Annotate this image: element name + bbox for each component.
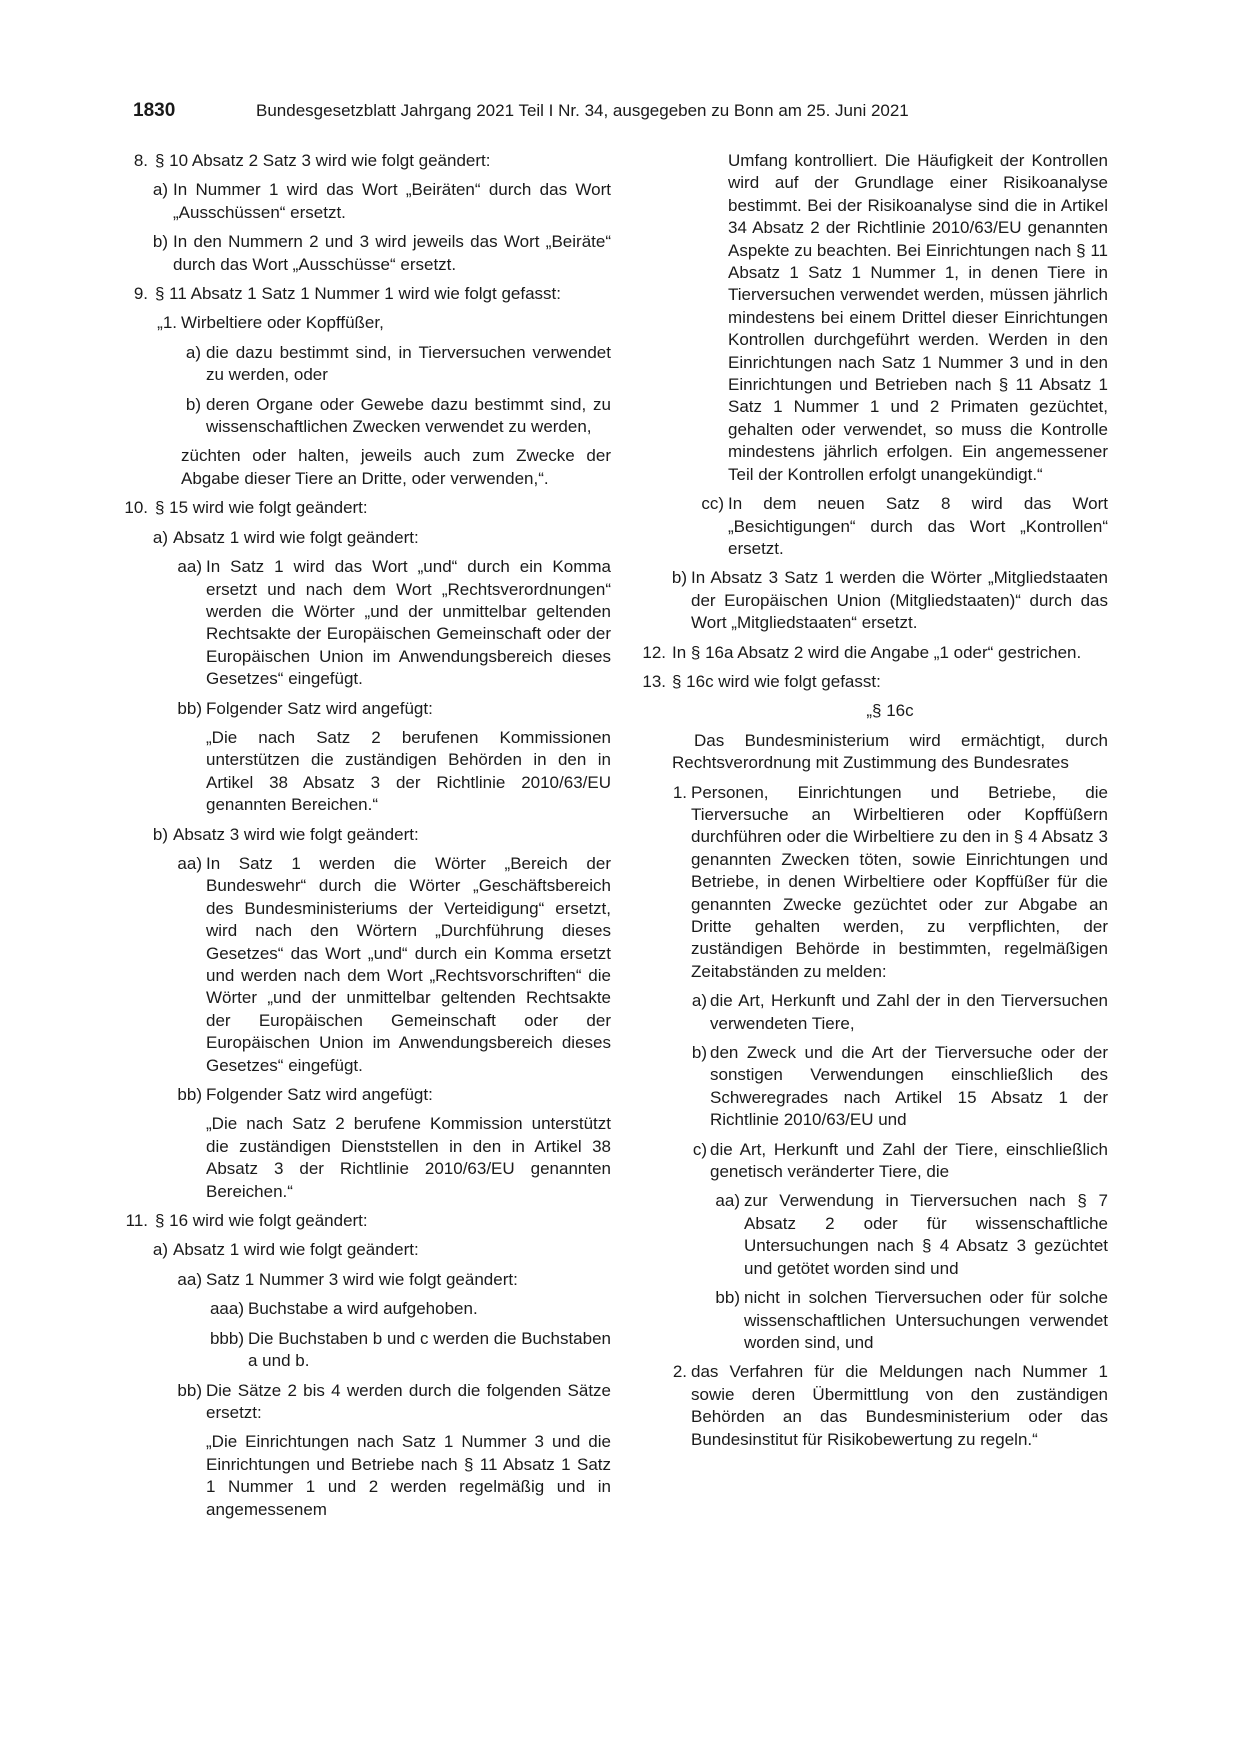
item-label: b) <box>152 232 168 252</box>
item-text: § 11 Absatz 1 Satz 1 Nummer 1 wird wie folgt gefasst: <box>155 284 561 304</box>
item-text: deren Organe oder Gewebe dazu bestimmt sind, zu wissenschaftlichen Zwecken verwendet zu werden, <box>206 394 611 437</box>
amendment-item-11b <box>630 567 1108 634</box>
page-number: 1830 <box>133 100 176 121</box>
amendment-item-11a-aaa <box>133 1298 611 1320</box>
item-label: bbb) <box>209 1328 244 1348</box>
left-column <box>124 150 611 1528</box>
item-label: c) <box>692 1139 707 1159</box>
item-text: zur Verwendung in Tierversuchen nach § 7 Absatz 2 oder für wissenschaftliche Untersuchungen nach § 4 Absatz 3 gezüchtet und getötet worden sind und <box>744 1191 1108 1278</box>
item-text: Folgender Satz wird angefügt: <box>206 698 433 718</box>
item-label: b) <box>185 394 201 414</box>
item-label: a) <box>185 342 201 362</box>
amendment-item-11a-cc <box>630 493 1108 560</box>
item-text: In den Nummern 2 und 3 wird jeweils das Wort „Beiräte“ durch das Wort „Ausschüsse“ ersetzt. <box>173 232 611 274</box>
item-text: Wirbeltiere oder Kopffüßer, <box>181 313 384 333</box>
amendment-item-11 <box>125 1210 611 1232</box>
item-label: a) <box>152 1240 168 1260</box>
item-text: § 16c wird wie folgt gefasst: <box>672 671 881 691</box>
item-label: aa) <box>177 1269 202 1289</box>
item-text: Personen, Einrichtungen und Betriebe, die Tierversuche an Wirbeltieren oder Kopffüßern durchführen oder die Wirbeltiere zu den in § 4 Absatz 3 genannten Zwecken töten, sowie Einrichtungen und Betriebe, in denen Wirbeltiere oder Kopffüßer für die genannten Zwecke gezüchtet oder zur Abgabe an Dritte gehalten werden, zu verpflichten, der zuständigen Behörde in bestimmten, regelmäßigen Zeitabständen zu melden: <box>691 782 1108 981</box>
regulation-item-1c-aa <box>630 1190 1108 1280</box>
item-label: aa) <box>715 1191 740 1211</box>
quoted-sentence <box>133 1113 611 1203</box>
item-label: 12. <box>642 642 666 662</box>
section-heading: „§ 16c <box>866 701 914 721</box>
item-label: 11. <box>125 1211 148 1231</box>
regulation-item-1 <box>630 782 1108 984</box>
item-text: die dazu bestimmt sind, in Tierversuchen verwendet zu werden, oder <box>206 342 611 385</box>
item-label: b) <box>152 824 168 844</box>
amendment-item-8 <box>133 150 611 172</box>
regulation-item-1c <box>630 1139 1108 1184</box>
item-label: a) <box>152 180 168 200</box>
item-text: „Die nach Satz 2 berufene Kommission unterstützt die zuständigen Dienststellen in den in Artikel 38 Absatz 3 der Richtlinie 2010/63/EU genannten Bereichen.“ <box>206 1114 611 1201</box>
item-label: „1. <box>157 313 177 333</box>
item-text: „Die nach Satz 2 berufenen Kommissionen unterstützen die zuständigen Behörden in den in Artikel 38 Absatz 3 der Richtlinie 2010/63/EU genannten Bereichen.“ <box>206 727 611 815</box>
item-text: die Art, Herkunft und Zahl der in den Tierversuchen verwendeten Tiere, <box>710 991 1108 1033</box>
amendment-item-11a-bbb <box>133 1328 611 1373</box>
item-label: a) <box>152 527 168 547</box>
item-text: § 10 Absatz 2 Satz 3 wird wie folgt geändert: <box>155 151 491 170</box>
item-text: nicht in solchen Tierversuchen oder für solche wissenschaftlichen Untersuchungen verwendet worden sind, und <box>744 1288 1108 1352</box>
item-text: In Absatz 3 Satz 1 werden die Wörter „Mitgliedstaaten der Europäischen Union (Mitgliedstaaten)“ durch das Wort „Mitgliedstaaten“ ersetzt. <box>691 568 1108 633</box>
item-text: das Verfahren für die Meldungen nach Nummer 1 sowie deren Übermittlung von den zuständigen Behörden an das Bundesministerium oder das Bundesinstitut für Risikobewertung zu regeln.“ <box>691 1362 1108 1449</box>
quoted-item-1 <box>133 312 611 334</box>
item-label: aa) <box>177 853 202 873</box>
amendment-item-13 <box>630 671 1108 693</box>
item-text: den Zweck und die Art der Tierversuche oder der sonstigen Verwendungen einschließlich des Schweregrades nach Artikel 15 Absatz 1 der Richtlinie 2010/63/EU und <box>710 1043 1108 1130</box>
quoted-item-1b <box>133 394 611 439</box>
regulation-item-1b <box>630 1042 1108 1132</box>
item-text: Absatz 1 wird wie folgt geändert: <box>173 1240 419 1260</box>
quoted-sentence <box>133 1431 611 1521</box>
amendment-item-10 <box>124 497 611 519</box>
amendment-item-9 <box>133 283 611 305</box>
quoted-sentence <box>133 727 611 817</box>
item-text: Buchstabe a wird aufgehoben. <box>248 1299 478 1319</box>
item-text: Die Sätze 2 bis 4 werden durch die folgenden Sätze ersetzt: <box>206 1380 611 1422</box>
item-text: In Satz 1 werden die Wörter „Bereich der Bundeswehr“ durch die Wörter „Geschäftsbereich des Bundesministeriums der Verteidigung“ ersetzt, wird nach den Wörtern „Durchführung dieses Gesetzes“ das Wort „und“ durch ein Komma ersetzt und werden nach dem Wort „Rechtsvorschriften“ die Wörter „und der unmittelbar geltenden Rechtsakte der Europäischen Gemeinschaft oder der Europäischen Union im Anwendungsbereich dieses Gesetzes“ eingefügt. <box>206 853 611 1075</box>
item-label: 8. <box>133 151 148 170</box>
gazette-title: Bundesgesetzblatt Jahrgang 2021 Teil I Nr. 34, ausgegeben zu Bonn am 25. Juni 2021 <box>256 101 909 120</box>
item-text: In Satz 1 wird das Wort „und“ durch ein Komma ersetzt und nach dem Wort „Rechtsverordnungen“ werden die Wörter „und der unmittelbar geltenden Rechtsakte der Europäischen Gemeinschaft oder der Europäischen Union im Anwendungsbereich dieses Gesetzes“ eingefügt. <box>206 557 611 689</box>
item-label: b) <box>671 568 687 588</box>
regulation-item-1a <box>630 990 1108 1035</box>
item-text: Absatz 3 wird wie folgt geändert: <box>173 824 419 844</box>
item-text: Absatz 1 wird wie folgt geändert: <box>173 527 419 547</box>
amendment-item-10b-aa <box>133 853 611 1077</box>
item-label: 13. <box>642 671 666 691</box>
item-label: bb) <box>715 1288 740 1308</box>
item-label: 2. <box>672 1362 687 1382</box>
item-label: aaa) <box>209 1299 244 1319</box>
item-label: 10. <box>124 498 148 518</box>
item-text: In Nummer 1 wird das Wort „Beiräten“ durch das Wort „Ausschüssen“ ersetzt. <box>173 180 611 222</box>
item-text: züchten oder halten, jeweils auch zum Zwecke der Abgabe dieser Tiere an Dritte, oder verwenden,“. <box>181 446 611 488</box>
amendment-item-12 <box>630 642 1108 664</box>
amendment-item-10a-aa <box>133 556 611 690</box>
amendment-item-10a-bb <box>133 698 611 720</box>
item-text: die Art, Herkunft und Zahl der Tiere, einschließlich genetisch veränderter Tiere, die <box>710 1139 1108 1182</box>
amendment-item-10a <box>133 527 611 549</box>
item-label: a) <box>691 991 707 1011</box>
item-label: 9. <box>133 284 148 304</box>
quoted-item-1a <box>133 342 611 387</box>
amendment-item-10b-bb <box>133 1084 611 1106</box>
item-text: „Die Einrichtungen nach Satz 1 Nummer 3 und die Einrichtungen und Betriebe nach § 11 Absatz 1 Satz 1 Nummer 1 und 2 werden regelmäßig und in angemessenem <box>206 1432 611 1519</box>
item-text: § 16 wird wie folgt geändert: <box>155 1211 368 1231</box>
item-label: bb) <box>177 1085 202 1105</box>
item-text: Die Buchstaben b und c werden die Buchstaben a und b. <box>248 1328 611 1371</box>
section-intro: Das Bundesministerium wird ermächtigt, durch Rechtsverordnung mit Zustimmung des Bundesrates <box>672 730 1108 773</box>
item-label: b) <box>691 1043 707 1063</box>
quoted-sentence-continued <box>630 150 1108 486</box>
regulation-item-1c-bb <box>630 1287 1108 1354</box>
amendment-item-11a-bb <box>133 1380 611 1425</box>
item-label: 1. <box>672 782 687 802</box>
amendment-item-8b <box>133 231 611 276</box>
item-text: Umfang kontrolliert. Die Häufigkeit der Kontrollen wird auf der Grundlage einer Risikoanalyse bestimmt. Bei der Risikoanalyse sind die in Artikel 34 Absatz 2 der Richtlinie 2010/63/EU genannten Aspekte zu beachten. Bei Einrichtungen nach § 11 Absatz 1 Satz 1 Nummer 1, in denen Tiere in Tierversuchen verwendet werden, müssen jährlich mindestens bei einem Drittel dieser Einrichtungen Kontrollen durchgeführt werden. Werden in den Einrichtungen nach Satz 1 Nummer 3 und in den Einrichtungen und Betrieben nach § 11 Absatz 1 Satz 1 Nummer 1 und 2 Primaten gezüchtet, gehalten oder verwendet, so muss die Kontrolle mindestens jährlich erfolgen. Ein angemessener Teil der Kontrollen erfolgt unangekündigt.“ <box>728 151 1108 484</box>
item-label: aa) <box>177 557 202 577</box>
amendment-item-8a <box>133 179 611 224</box>
item-text: In dem neuen Satz 8 wird das Wort „Besichtigungen“ durch das Wort „Kontrollen“ ersetzt. <box>728 494 1108 558</box>
item-text: Folgender Satz wird angefügt: <box>206 1085 433 1105</box>
page-header <box>133 100 1108 126</box>
item-label: cc) <box>701 494 724 514</box>
item-label: bb) <box>177 1380 202 1400</box>
amendment-item-11a <box>133 1239 611 1261</box>
regulation-item-2 <box>630 1361 1108 1451</box>
item-text: § 15 wird wie folgt geändert: <box>155 498 368 518</box>
amendment-item-11a-aa <box>133 1269 611 1291</box>
amendment-item-10b <box>133 824 611 846</box>
item-label: bb) <box>177 698 202 718</box>
item-text: Satz 1 Nummer 3 wird wie folgt geändert: <box>206 1269 518 1289</box>
right-column <box>630 150 1108 1458</box>
quoted-item-1-tail <box>133 445 611 490</box>
item-text: In § 16a Absatz 2 wird die Angabe „1 oder“ gestrichen. <box>672 642 1082 662</box>
